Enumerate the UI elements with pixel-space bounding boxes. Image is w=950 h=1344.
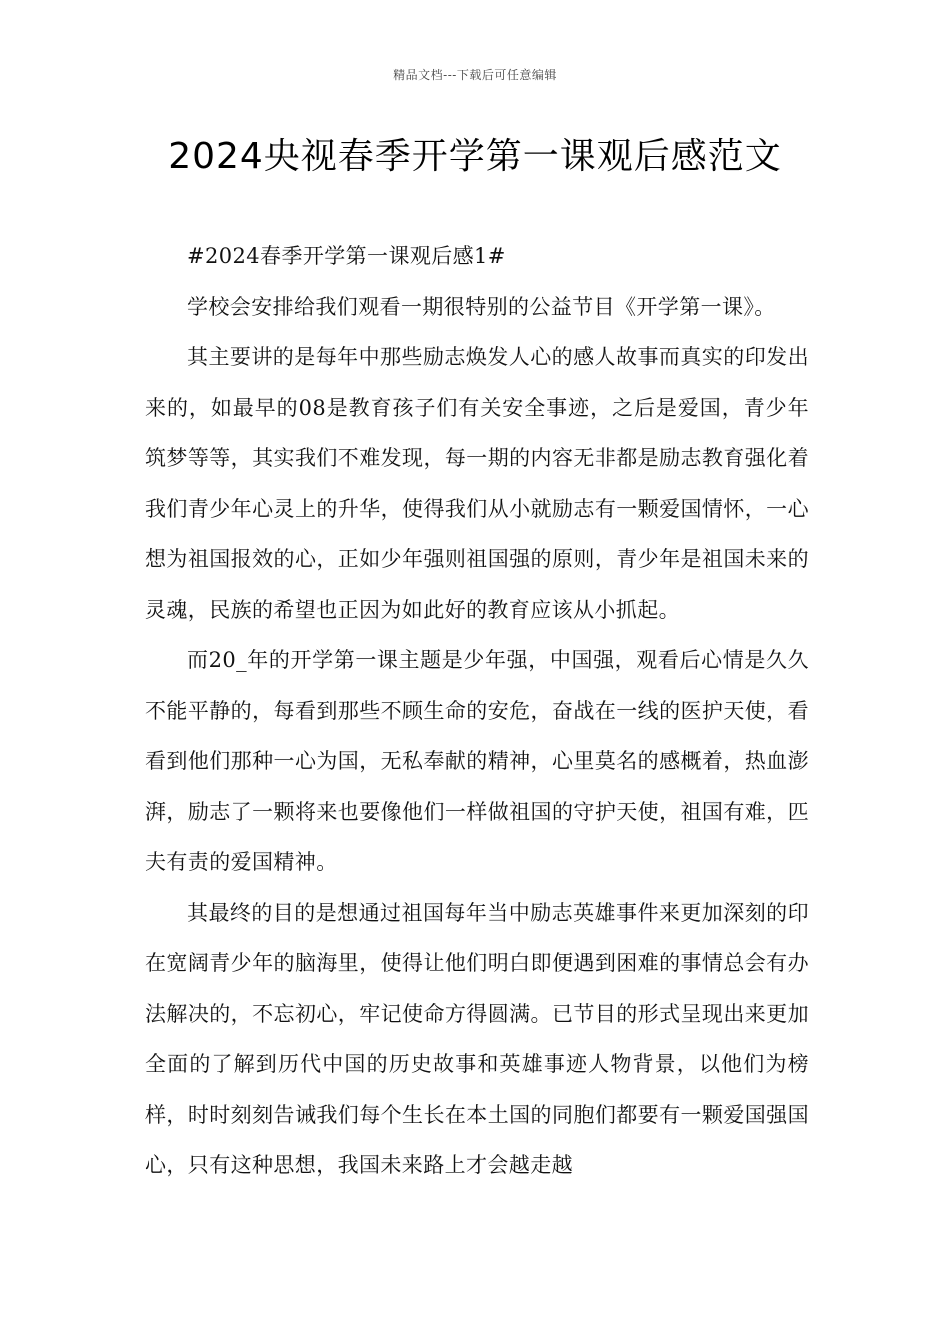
paragraph-4: 其最终的目的是想通过祖国每年当中励志英雄事件来更加深刻的印在宽阔青少年的脑海里，使得让他们明白即便遇到困难的事情总会有办法解决的，不忘初心，牢记使命方得圆满。已节目的形式呈现出来更加全面的了解到历代中国的历史故事和英雄事迹人物背景，以他们为榜样，时时刻刻告诫我们每个生长在本土国的同胞们都要有一颗爱国强国心，只有这种思想，我国未来路上才会越走越 (145, 900, 809, 1177)
document-title: 2024央视春季开学第一课观后感范文 (168, 136, 782, 177)
section-heading: #2024春季开学第一课观后感1# (187, 244, 506, 268)
paragraph-3: 而20_年的开学第一课主题是少年强，中国强，观看后心情是久久不能平静的，每看到那些不顾生命的安危，奋战在一线的医护天使，看看到他们那种一心为国，无私奉献的精神，心里莫名的感概着，热血澎湃，励志了一颗将来也要像他们一样做祖国的守护天使，祖国有难，匹夫有责的爱国精神。 (145, 648, 809, 874)
document-body (145, 231, 809, 1191)
paragraph-2: 其主要讲的是每年中那些励志焕发人心的感人故事而真实的印发出来的，如最早的08是教育孩子们有关安全事迹，之后是爱国，青少年筑梦等等，其实我们不难发现，每一期的内容无非都是励志教育强化着我们青少年心灵上的升华，使得我们从小就励志有一颗爱国情怀，一心想为祖国报效的心，正如少年强则祖国强的原则，青少年是祖国未来的灵魂，民族的希望也正因为如此好的教育应该从小抓起。 (145, 345, 809, 622)
paragraph-1: 学校会安排给我们观看一期很特别的公益节目《开学第一课》。 (187, 294, 776, 319)
header-note: 精品文档---下载后可任意编辑 (393, 68, 557, 82)
